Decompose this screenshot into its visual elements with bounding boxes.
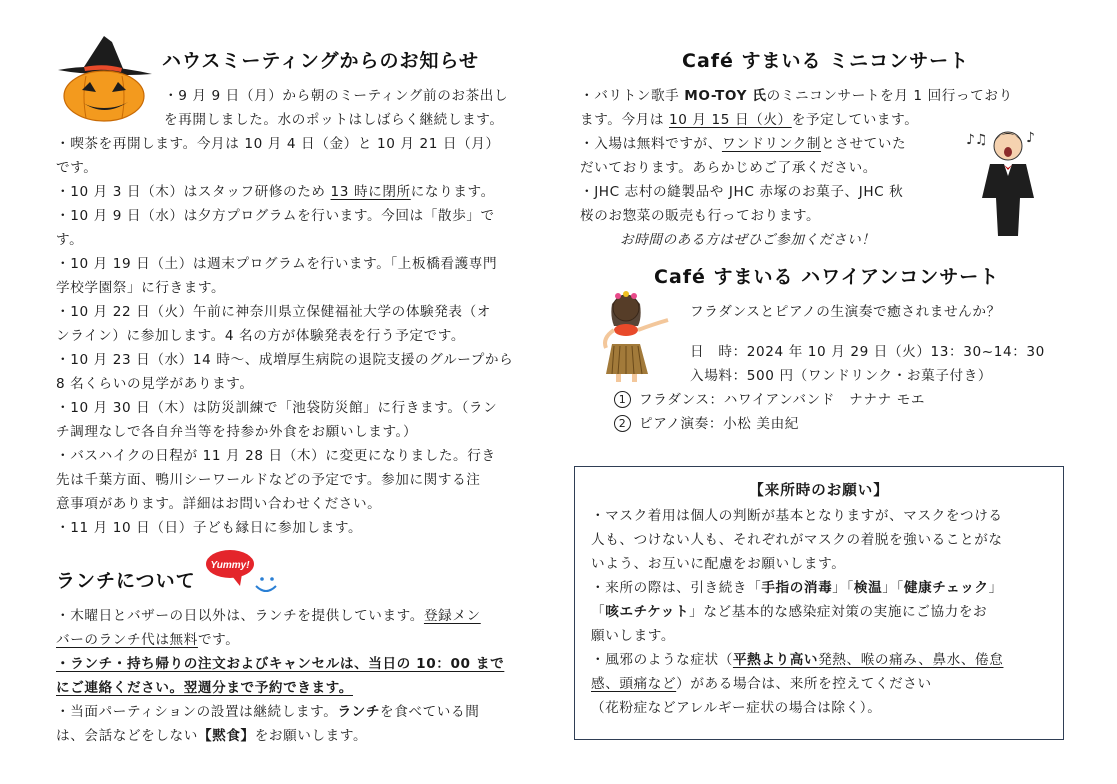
visit-notice-box [574, 466, 1064, 740]
house-line-2: を再開しました。水のポットはしばらく継続します。 [164, 112, 504, 128]
notice-line-5: 「咳エチケット」など基本的な感染症対策の実施にご協力をお [591, 604, 988, 620]
mini-line-4: だいております。あらかじめご了承ください。 [580, 160, 877, 176]
house-line-18: 意事項があります。詳細はお問い合わせください。 [56, 496, 382, 512]
lunch-line-5: ・当面パーティションの設置は継続します。ランチを食べている間 [56, 704, 480, 720]
lunch-line-3: ・ランチ・持ち帰りの注文およびキャンセルは、当日の 10：00 まで [56, 656, 505, 672]
svg-text:♪♫: ♪♫ [966, 132, 988, 148]
house-line-13: 8 名くらいの見学があります。 [56, 376, 254, 392]
house-line-7: す。 [56, 232, 84, 248]
hawaiian-fee: 入場料：500 円（ワンドリンク・お菓子付き） [690, 368, 993, 384]
mini-line-7: お時間のある方はぜひご参加ください！ [620, 232, 876, 248]
notice-line-9: （花粉症などアレルギー症状の場合は除く）。 [591, 700, 882, 716]
house-line-12: ・10 月 23 日（水）14 時～、成増厚生病院の退院支援のグループから [56, 352, 514, 368]
house-line-5: ・10 月 3 日（木）はスタッフ研修のため 13 時に閉所になります。 [56, 184, 495, 200]
hawaiian-concert-title: Café すまいる ハワイアンコンサート [654, 266, 1000, 288]
lunch-body [56, 604, 541, 748]
house-meeting-body [56, 84, 541, 540]
house-line-17: 先は千葉方面、鴨川シーワールドなどの予定です。参加に関する注 [56, 472, 481, 488]
hawaiian-datetime: 日 時：2024 年 10 月 29 日（火）13：30~14：30 [690, 344, 1045, 360]
house-line-19: ・11 月 10 日（日）子ども縁日に参加します。 [56, 520, 363, 536]
notice-line-8: 感、頭痛など）がある場合は、来所を控えてください [591, 676, 932, 692]
lunch-line-6: は、会話などをしない【黙食】をお願いします。 [56, 728, 368, 744]
house-line-1: ・9 月 9 日（月）から朝のミーティング前のお茶出し [164, 88, 509, 104]
lunch-line-2: バーのランチ代は無料です。 [56, 632, 240, 648]
hawaiian-item-1: 1 フラダンス：ハワイアンバンド ナナナ モエ [614, 388, 925, 412]
house-line-6: ・10 月 9 日（水）は夕方プログラムを行います。今回は「散歩」で [56, 208, 495, 224]
baritone-singer-icon [962, 118, 1052, 238]
mini-line-6: 桜のお惣菜の販売も行っております。 [580, 208, 821, 224]
house-line-9: 学校学園祭」に行きます。 [56, 280, 226, 296]
yummy-speech-bubble-icon [204, 546, 286, 598]
notice-line-3: いよう、お互いに配慮をお願いします。 [591, 556, 846, 572]
notice-line-6: 願いします。 [591, 628, 676, 644]
notice-line-1: ・マスク着用は個人の判断が基本となりますが、マスクをつける [591, 508, 1003, 524]
notice-line-7: ・風邪のような症状（平熱より高い発熱、喉の痛み、鼻水、倦怠 [591, 652, 1004, 668]
lunch-title: ランチについて [56, 570, 196, 592]
hula-dancer-icon [592, 286, 678, 384]
house-line-11: ンライン）に参加します。4 名の方が体験発表を行う予定です。 [56, 328, 466, 344]
house-line-8: ・10 月 19 日（土）は週末プログラムを行います。「上板橋看護専門 [56, 256, 498, 272]
mini-line-1: ・バリトン歌手 MO-TOY 氏のミニコンサートを月 1 回行っており [580, 88, 1013, 104]
house-line-4: です。 [56, 160, 98, 176]
lunch-line-4: にご連絡ください。翌週分まで予約できます。 [56, 680, 353, 696]
house-line-10: ・10 月 22 日（火）午前に神奈川県立保健福祉大学の体験発表（オ [56, 304, 491, 320]
svg-text:♪: ♪ [1026, 130, 1035, 146]
svg-text:Yummy!: Yummy! [210, 560, 250, 571]
house-line-16: ・バスハイクの日程が 11 月 28 日（木）に変更になりました。行き [56, 448, 496, 464]
mini-line-2: ます。今月は 10 月 15 日（火）を予定しています。 [580, 112, 919, 128]
hawaiian-line-1: フラダンスとピアノの生演奏で癒されませんか？ [690, 304, 1001, 320]
notice-line-2: 人も、つけない人も、それぞれがマスクの着脱を強いることがな [591, 532, 1003, 548]
house-line-14: ・10 月 30 日（木）は防災訓練で「池袋防災館」に行きます。（ラン [56, 400, 498, 416]
notice-line-4: ・来所の際は、引き続き「手指の消毒」「検温」「健康チェック」 [591, 580, 1003, 596]
house-line-15: チ調理なしで各自弁当等を持参か外食をお願いします。） [56, 424, 418, 440]
mini-concert-title: Café すまいる ミニコンサート [682, 50, 970, 72]
visit-notice-title: 【来所時のお願い】 [749, 483, 889, 499]
house-line-3: ・喫茶を再開します。今月は 10 月 4 日（金）と 10 月 21 日（月） [56, 136, 500, 152]
hawaiian-item-2: 2 ピアノ演奏：小松 美由紀 [614, 412, 799, 436]
house-meeting-title: ハウスミーティングからのお知らせ [162, 50, 479, 72]
lunch-line-1: ・木曜日とバザーの日以外は、ランチを提供しています。登録メン [56, 608, 481, 624]
mini-line-5: ・JHC 志村の縫製品や JHC 赤塚のお菓子、JHC 秋 [580, 184, 904, 200]
mini-line-3: ・入場は無料ですが、ワンドリンク制とさせていた [580, 136, 907, 152]
